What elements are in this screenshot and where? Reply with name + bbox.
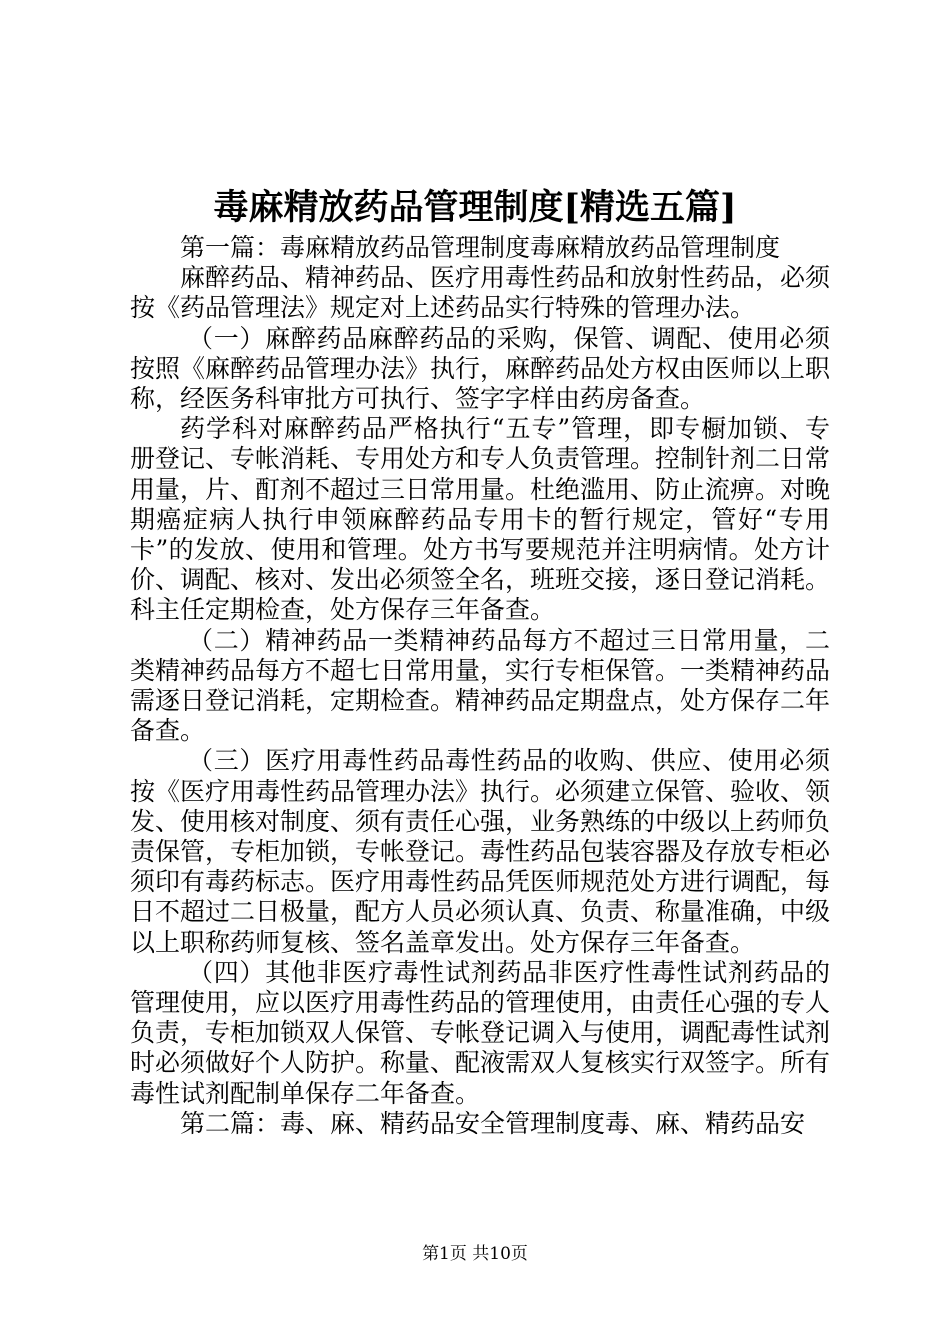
paragraph-section: （四）其他非医疗毒性试剂药品非医疗性毒性试剂药品的管理使用，应以医疗用毒性药品的管理使用，由责任心强的专人负责，专柜加锁双人保管、专帐登记调入与使用，调配毒性试剂时必须做好个人防护。称量、配液需双人复核实行双签字。所有毒性试剂配制单保存二年备查。 bbox=[130, 957, 831, 1108]
document-title: 毒麻精放药品管理制度[精选五篇] bbox=[213, 187, 737, 228]
paragraph: 药学科对麻醉药品严格执行“五专”管理，即专橱加锁、专册登记、专帐消耗、专用处方和专人负责管理。控制针剂二日常用量，片、酊剂不超过三日常用量。杜绝滥用、防止流痹。对晚期癌症病人执行申领麻醉药品专用卡的暂行规定，管好“专用卡”的发放、使用和管理。处方书写要规范并注明病情。处方计价、调配、核对、发出必须签全名，班班交接，逐日登记消耗。科主任定期检查，处方保存三年备查。 bbox=[130, 414, 831, 625]
paragraph-section: （三）医疗用毒性药品毒性药品的收购、供应、使用必须按《医疗用毒性药品管理办法》执行。必须建立保管、验收、领发、使用核对制度、须有责任心强，业务熟练的中级以上药师负责保管，专柜加锁，专帐登记。毒性药品包装容器及存放专柜必须印有毒药标志。医疗用毒性药品凭医师规范处方进行调配，每日不超过二日极量，配方人员必须认真、负责、称量准确，中级以上职称药师复核、签名盖章发出。处方保存三年备查。 bbox=[130, 746, 831, 957]
paragraph-part-heading: 第二篇：毒、麻、精药品安全管理制度毒、麻、精药品安 bbox=[180, 1108, 806, 1138]
paragraph-part-heading: 第一篇：毒麻精放药品管理制度毒麻精放药品管理制度 bbox=[180, 233, 781, 262]
page-number-footer: 第1页 共10页 bbox=[422, 1244, 528, 1264]
paragraph-section: （二）精神药品一类精神药品每方不超过三日常用量，二类精神药品每方不超七日常用量，实行专柜保管。一类精神药品需逐日登记消耗，定期检查。精神药品定期盘点，处方保存二年备查。 bbox=[130, 625, 831, 746]
paragraph: 麻醉药品、精神药品、医疗用毒性药品和放射性药品，必须按《药品管理法》规定对上述药品实行特殊的管理办法。 bbox=[130, 263, 831, 323]
paragraph-section: （一）麻醉药品麻醉药品的采购，保管、调配、使用必须按照《麻醉药品管理办法》执行，麻醉药品处方权由医师以上职称，经医务科审批方可执行、签字字样由药房备查。 bbox=[130, 323, 831, 414]
document-body bbox=[130, 233, 830, 1139]
